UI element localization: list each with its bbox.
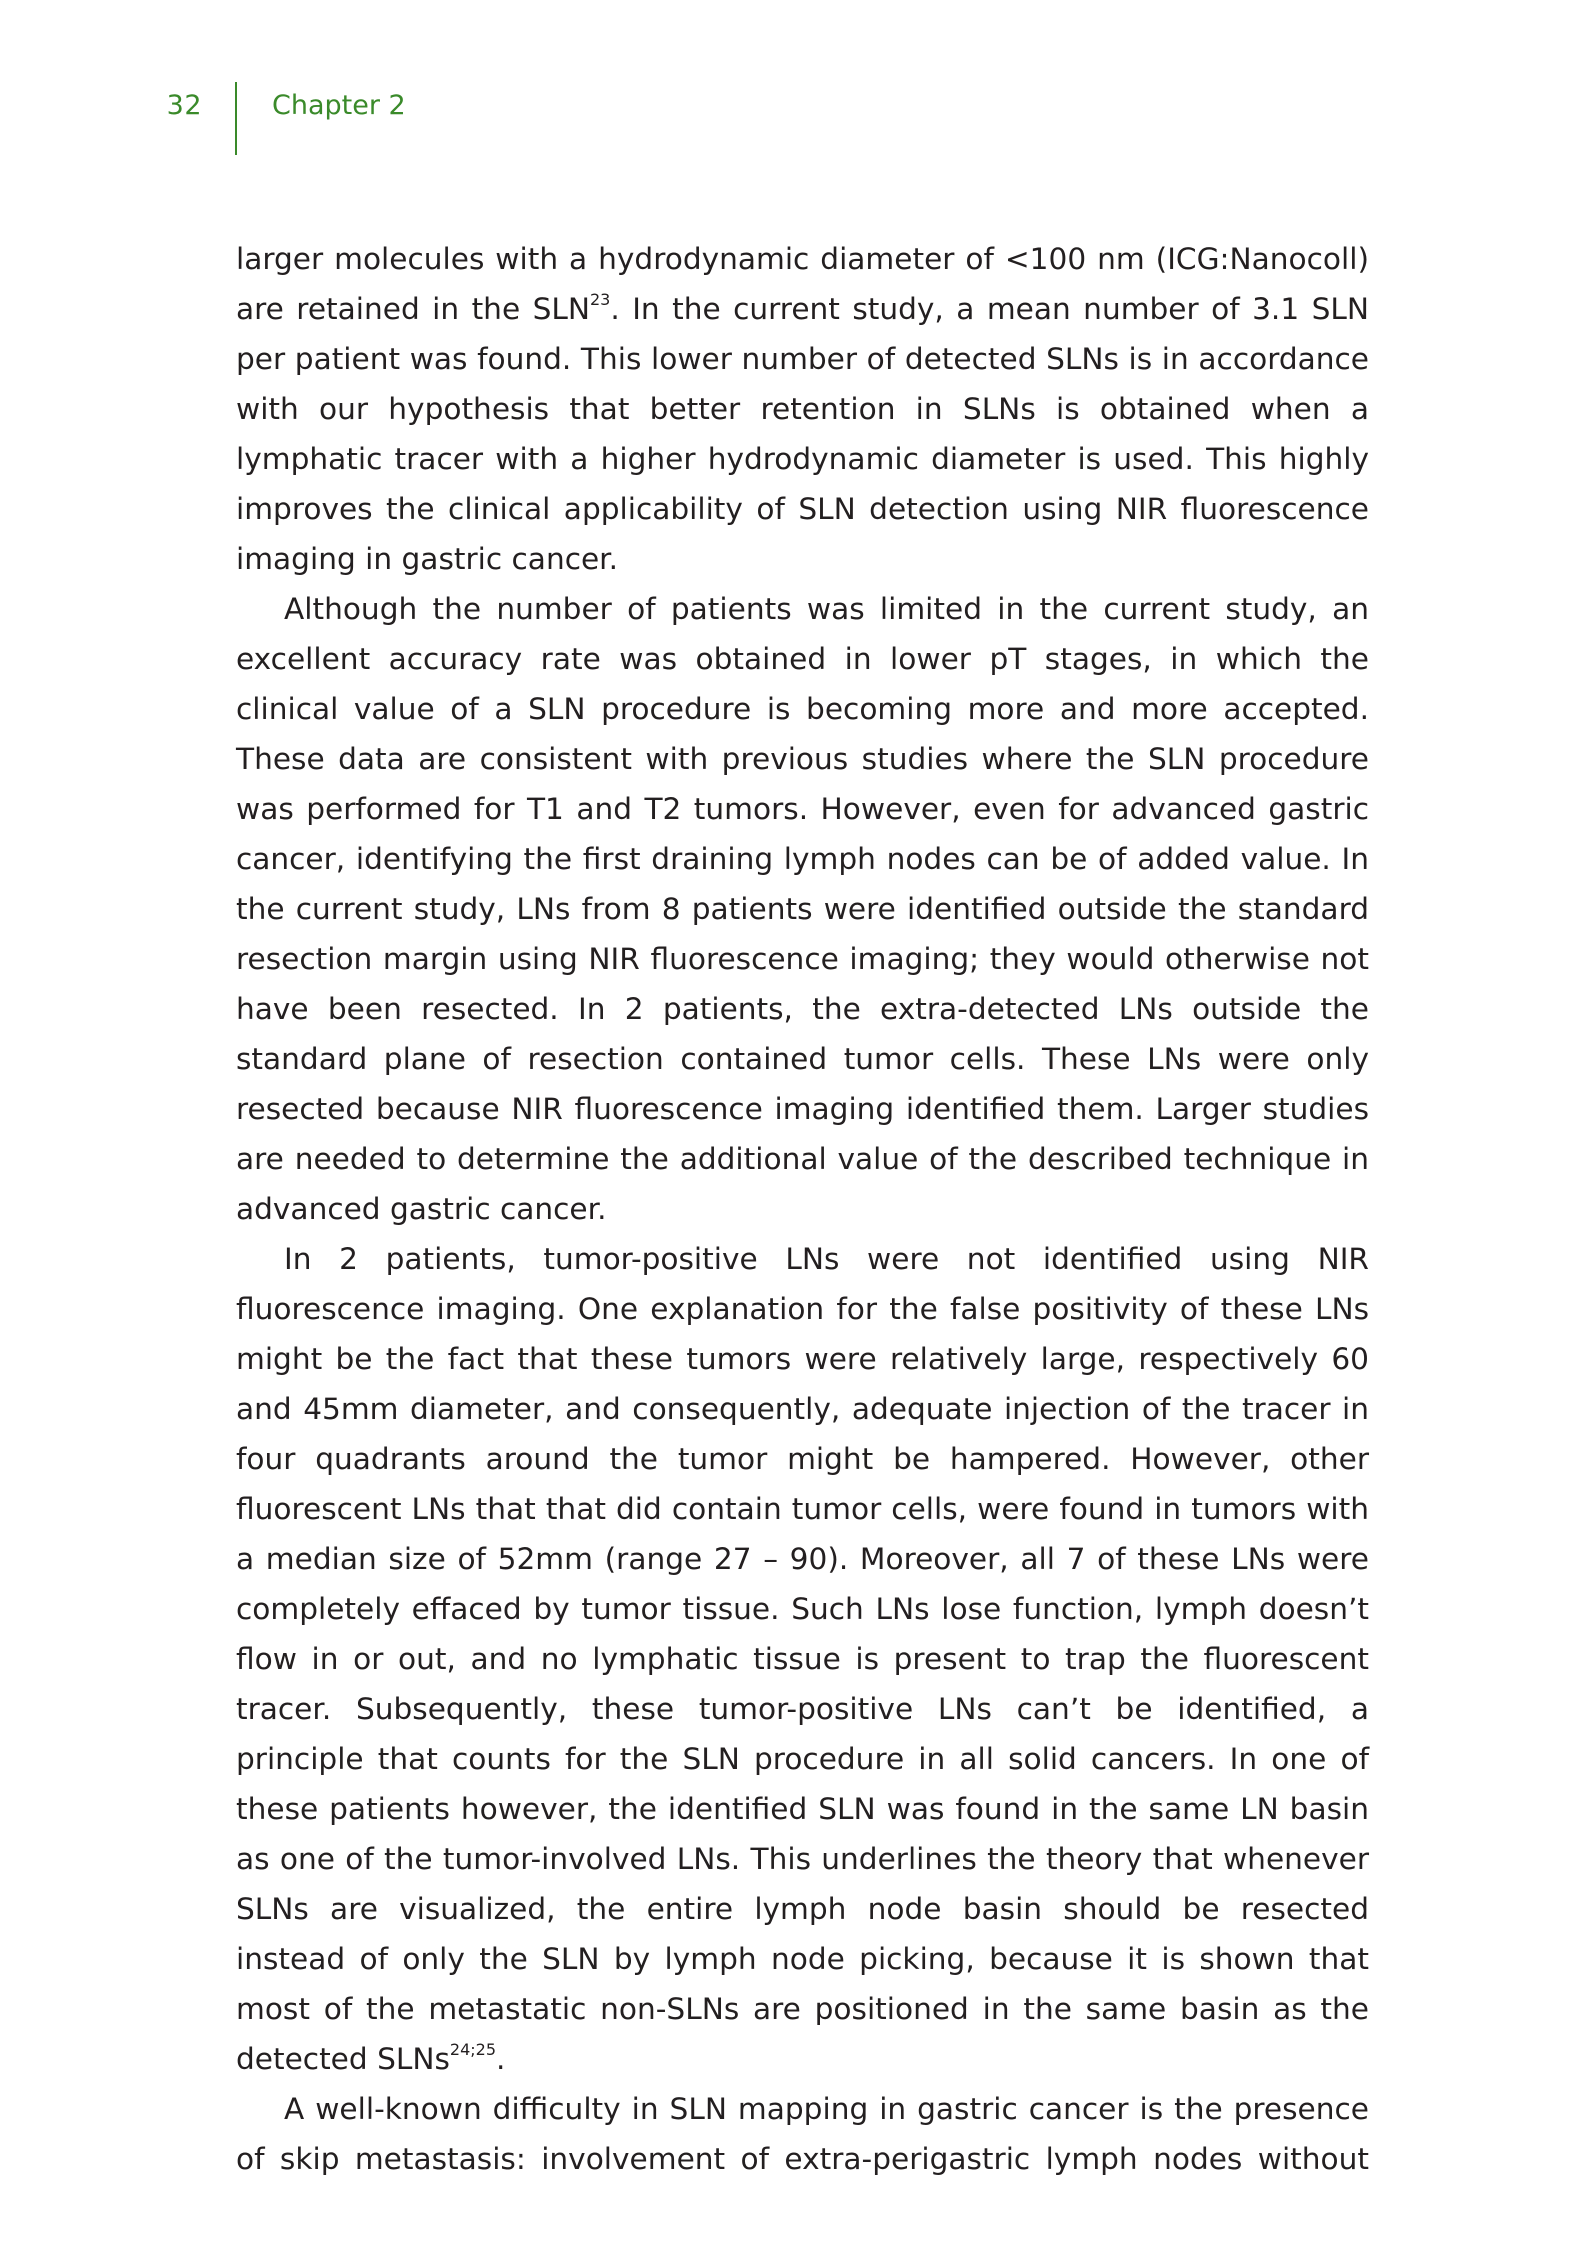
paragraph-1-text-a: larger molecules with a hydrodynamic diameter of <100 nm (ICG:Nanocoll) are retained in the SLN	[236, 242, 1369, 326]
page-header	[0, 0, 1593, 170]
paragraph-1	[236, 234, 1369, 584]
paragraph-3	[236, 1234, 1369, 2084]
paragraph-1-text-b: . In the current study, a mean number of 3.1 SLN per patient was found. This lower number of detected SLNs is in accordance with our hypothesis that better retention in SLNs is obtained when a lymphatic tracer with a higher hydrodynamic diameter is used. This highly improves the clinical applicability of SLN detection using NIR fluorescence imaging in gastric cancer.	[236, 292, 1369, 576]
citation-ref: 23	[590, 290, 611, 310]
citation-ref: 24;25	[449, 2040, 497, 2060]
paragraph-3-text-b: .	[496, 2042, 506, 2076]
page-number: 32	[166, 90, 202, 121]
body-text	[236, 234, 1369, 2184]
chapter-label: Chapter 2	[272, 90, 406, 121]
paragraph-2: Although the number of patients was limited in the current study, an excellent accuracy rate was obtained in lower pT stages, in which the clinical value of a SLN procedure is becoming more and more accepted. These data are consistent with previous studies where the SLN procedure was performed for T1 and T2 tumors. However, even for advanced gastric cancer, identifying the first draining lymph nodes can be of added value. In the current study, LNs from 8 patients were identified outside the standard resection margin using NIR fluorescence imaging; they would otherwise not have been resected. In 2 patients, the extra-detected LNs outside the standard plane of resection contained tumor cells. These LNs were only resected because NIR fluorescence imaging identified them. Larger studies are needed to determine the additional value of the described technique in advanced gastric cancer.	[236, 592, 1369, 1226]
paragraph-3-text-a: In 2 patients, tumor-positive LNs were not identified using NIR fluorescence imaging. One explanation for the false positivity of these LNs might be the fact that these tumors were relatively large, respectively 60 and 45mm diameter, and consequently, adequate injection of the tracer in four quadrants around the tumor might be hampered. However, other fluorescent LNs that that did contain tumor cells, were found in tumors with a median size of 52mm (range 27 – 90). Moreover, all 7 of these LNs were completely effaced by tumor tissue. Such LNs lose function, lymph doesn’t flow in or out, and no lymphatic tissue is present to trap the fluorescent tracer. Subsequently, these tumor-positive LNs can’t be identified, a principle that counts for the SLN procedure in all solid cancers. In one of these patients however, the identified SLN was found in the same LN basin as one of the tumor-involved LNs. This underlines the theory that whenever SLNs are visualized, the entire lymph node basin should be resected instead of only the SLN by lymph node picking, because it is shown that most of the metastatic non-SLNs are positioned in the same basin as the detected SLNs	[236, 1242, 1369, 2076]
header-divider	[235, 82, 237, 155]
paragraph-4: A well-known difficulty in SLN mapping in gastric cancer is the presence of skip metastasis: involvement of extra-perigastric lymph nodes without	[236, 2092, 1369, 2176]
